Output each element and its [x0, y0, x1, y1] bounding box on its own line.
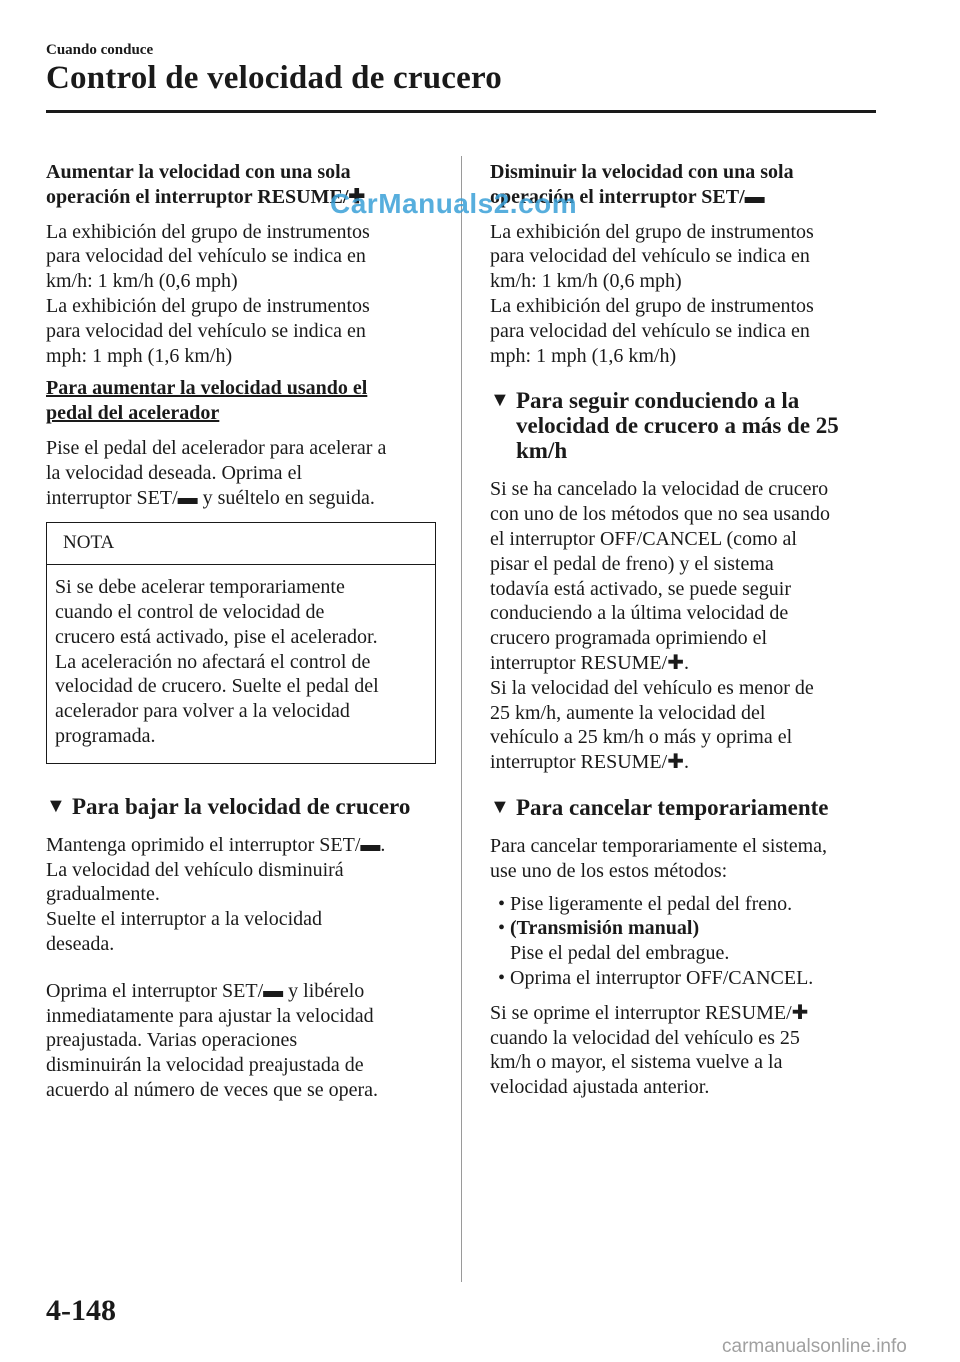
page-title: Control de velocidad de crucero — [46, 60, 502, 96]
triangle-bullet-icon: ▼ — [46, 794, 66, 817]
left-column — [46, 160, 436, 1111]
triangle-bullet-icon: ▼ — [490, 795, 510, 818]
list-item: • (Transmisión manual) Pise el pedal del embrague. — [498, 917, 730, 965]
footer-site-mark: carmanualsonline.info — [722, 1336, 907, 1357]
paragraph-accelerator: Pise el pedal del acelerador para acelerar a la velocidad deseada. Oprima el interruptor SET/▬ y suéltelo en seguida. — [46, 436, 387, 509]
paragraph-resume: Si se ha cancelado la velocidad de crucero con uno de los métodos que no sea usando el interruptor OFF/CANCEL (como al pisar el pedal de freno) y el sistema todavía está activado, se puede seguir conduciendo a la última velocidad de crucero programada oprimiendo el interruptor RESUME/✚. Si la velocidad del vehículo es menor de 25 km/h, aumente la velocidad del vehículo a 25 km/h o más y oprima el interruptor RESUME/✚. — [490, 478, 830, 774]
section-label: Cuando conduce — [46, 42, 154, 58]
cancel-methods-list — [498, 892, 875, 991]
triangle-bullet-icon: ▼ — [490, 389, 510, 412]
bullet-dot-icon: • — [498, 917, 506, 940]
note-title: NOTA — [47, 523, 435, 565]
list-item: • Oprima el interruptor OFF/CANCEL. — [498, 966, 814, 989]
paragraph-display-units: La exhibición del grupo de instrumentos para velocidad del vehículo se indica en km/h: 1 km/h (0,6 mph) La exhibición del grupo de instrumentos para velocidad del vehículo se indica en mph: 1 mph (1,6 km/h) — [46, 220, 370, 367]
note-body: Si se debe acelerar temporariamente cuando el control de velocidad de crucero está activado, pise el acelerador. La aceleración no afectará el control de velocidad de crucero. Suelte el pedal del acelerador para volver a la velocidad programada. — [55, 576, 379, 747]
page-number: 4-148 — [46, 1294, 116, 1327]
bullet-dot-icon: • — [498, 966, 506, 989]
heading-increase-speed: Aumentar la velocidad con una sola operación el interruptor RESUME/✚ — [46, 161, 366, 208]
heading-cancel-temporarily: ▼ Para cancelar temporariamente — [490, 794, 829, 820]
bullet-dot-icon: • — [498, 892, 506, 915]
paragraph-press-set: Oprima el interruptor SET/▬ y libérelo inmediatamente para ajustar la velocidad preajustada. Varias operaciones disminuirán la velocidad preajustada de acuerdo al número de veces que se opera. — [46, 979, 379, 1101]
title-rule — [46, 110, 876, 113]
paragraph-resume-above-25: Si se oprime el interruptor RESUME/✚ cuando la velocidad del vehículo es 25 km/h o mayor, el sistema vuelve a la velocidad ajustada anterior. — [490, 1001, 809, 1099]
note-box — [46, 522, 436, 763]
paragraph-cancel-methods: Para cancelar temporariamente el sistema, use uno de los estos métodos: — [490, 834, 828, 882]
heading-decrease-speed: Disminuir la velocidad con una sola operación el interruptor SET/▬ — [490, 161, 794, 208]
column-divider — [461, 156, 462, 1282]
right-column — [490, 160, 875, 1108]
heading-continue-driving: ▼ Para seguir conduciendo a la velocidad de crucero a más de 25 km/h — [490, 388, 839, 464]
heading-accelerator-pedal: Para aumentar la velocidad usando el pedal del acelerador — [46, 377, 368, 425]
heading-lower-speed: ▼ Para bajar la velocidad de crucero — [46, 793, 411, 819]
paragraph-display-units-right: La exhibición del grupo de instrumentos para velocidad del vehículo se indica en km/h: 1 km/h (0,6 mph) La exhibición del grupo de instrumentos para velocidad del vehículo se indica en mph: 1 mph (1,6 km/h) — [490, 220, 814, 367]
list-item: • Pise ligeramente el pedal del freno. — [498, 892, 793, 915]
watermark: CarManuals2.com — [330, 188, 578, 219]
paragraph-hold-set: Mantenga oprimido el interruptor SET/▬. La velocidad del vehículo disminuirá gradualmente. Suelte el interruptor a la velocidad deseada. — [46, 833, 386, 955]
